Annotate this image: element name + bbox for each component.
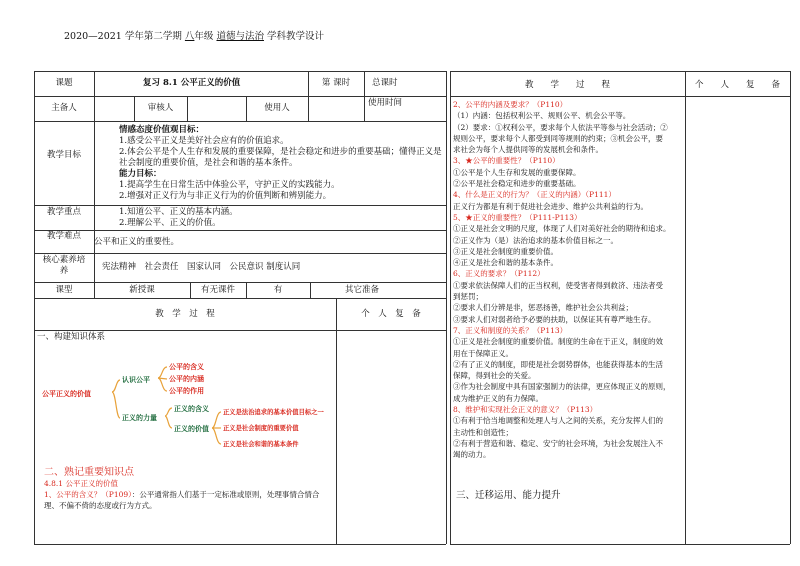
title-subject: 道德与法治 bbox=[216, 31, 264, 42]
goal-heading-ability: 能力目标： bbox=[119, 169, 162, 179]
mindmap-value-item: 正义是社会和谐的基本条件 bbox=[223, 441, 299, 448]
document-title bbox=[64, 31, 324, 42]
use-time-label: 使用时间 bbox=[367, 98, 402, 108]
goal-item: 2.体会公平是个人生存和发展的重要保障，是社会稳定和进步的重要基础；懂得正义是 bbox=[119, 147, 442, 157]
key-point-item: 2.理解公平、正义的价值。 bbox=[119, 218, 221, 228]
mindmap-connector bbox=[212, 428, 221, 444]
goal-item: 社会制度的重要价值，是社会和谐的基本条件。 bbox=[119, 158, 298, 168]
answer-line: 到惩罚； bbox=[453, 292, 483, 302]
user-label: 使用人 bbox=[264, 103, 290, 113]
answer-line: ①公平是个人生存和发展的重要保障。 bbox=[453, 167, 581, 177]
title-year: 2020—2021 学年第二学期 bbox=[64, 31, 182, 42]
mindmap-value-item: 正义是法治追求的基本价值目标之一 bbox=[223, 409, 324, 416]
answer-line: ②公平是社会稳定和进步的重要基础。 bbox=[453, 179, 581, 189]
topic-label: 课题 bbox=[55, 78, 73, 88]
period-label: 第 课时 bbox=[321, 78, 351, 88]
answer-line: ②要求人们分辨是非，惩恶扬善，维护社会公共利益； bbox=[453, 303, 633, 313]
goals-list bbox=[119, 125, 444, 202]
mindmap-connector bbox=[112, 392, 120, 418]
answer-line: 主动性和创造性； bbox=[453, 427, 513, 437]
goal-heading-affect: 情感态度价值观目标： bbox=[119, 125, 205, 135]
key-point-item: 1.知道公平、正义的基本内涵。 bbox=[119, 207, 238, 217]
mindmap-branch-justice: 正义的力量 bbox=[122, 414, 157, 422]
mindmap-item: 公平的作用 bbox=[169, 387, 204, 395]
literacy-value: 宪法精神 社会责任 国家认同 公民意识 制度认同 bbox=[102, 262, 301, 272]
answer-line: ①要求依法保障人们的正当权利，使受害者得到救济、违法者受 bbox=[453, 280, 663, 290]
goals-label: 教学目标 bbox=[46, 150, 81, 160]
question-1 bbox=[44, 490, 334, 511]
question-heading: 5、★正义的重要性？（P111-P113） bbox=[453, 212, 582, 222]
mindmap-root: 公平正义的价值 bbox=[42, 390, 91, 398]
answer-line: 正义行为都是有利于促进社会进步、维护公共利益的行为。 bbox=[453, 201, 648, 211]
answer-line: 求社会为每个人提供同等的发展机会和条件。 bbox=[453, 145, 603, 155]
question-heading: 3、★公平的重要性？（P110） bbox=[453, 156, 560, 166]
answer-line: ①正义是社会文明的尺度，体现了人们对美好社会的期待和追求。 bbox=[453, 224, 671, 234]
answer-line: ③要求人们对弱者给予必要的扶助，以保证其有尊严地生存。 bbox=[453, 314, 656, 324]
mindmap-connector bbox=[158, 367, 167, 378]
reviewer-label: 审核人 bbox=[147, 103, 174, 113]
right-process-label: 教 学 过 程 bbox=[524, 80, 610, 90]
goal-item: 1.感受公平正义是美好社会应有的价值追求。 bbox=[119, 136, 289, 146]
goal-item: 2.增强对正义行为与非正义行为的价值判断和辨别能力。 bbox=[119, 191, 332, 201]
question-1-text-cont: 理、不偏不倚的态度或行为方式。 bbox=[44, 500, 157, 510]
other-prep-label: 其它准备 bbox=[345, 285, 380, 295]
mindmap-item: 正义的含义 bbox=[174, 405, 209, 413]
subsection-heading: 4.8.1 公平正义的价值 bbox=[44, 479, 118, 488]
mindmap-connector bbox=[158, 378, 167, 391]
question-heading: 8、维护和实现社会正义的意义？（P113） bbox=[453, 405, 598, 415]
mindmap-connector bbox=[112, 380, 120, 392]
difficulty-label: 教学难点 bbox=[46, 231, 81, 241]
literacy-label: 核心素养培养 bbox=[42, 255, 86, 276]
section-transfer-application: 三、迁移运用、能力提升 bbox=[456, 490, 561, 501]
question-1-text: ：公平通常指人们基于一定标准或原则，处理事情合情合 bbox=[131, 490, 320, 499]
answer-line: ③正义是社会制度的重要价值。 bbox=[453, 246, 558, 256]
question-1-prefix: 1、公平的含义？（P109） bbox=[44, 490, 132, 499]
mindmap-connector bbox=[165, 408, 172, 416]
right-review-label: 个 人 复 备 bbox=[694, 80, 780, 90]
answer-line: （1）内涵：包括权利公平、规则公平、机会公平等。 bbox=[453, 111, 631, 121]
mindmap-item: 正义的价值 bbox=[174, 425, 209, 433]
answer-line: 成为维护正义的有力保障。 bbox=[453, 393, 543, 403]
key-points-list bbox=[119, 207, 238, 229]
section-knowledge-system: 一、构建知识体系 bbox=[37, 332, 106, 342]
lead-preparer-label: 主备人 bbox=[51, 103, 77, 113]
lesson-type-value: 新授课 bbox=[129, 285, 155, 295]
answer-line: 竭的动力。 bbox=[453, 450, 491, 460]
answer-line: ②有利于营造和谐、稳定、安宁的社会环境，为社会发展注入不 bbox=[453, 438, 663, 448]
lesson-type-label: 课型 bbox=[55, 285, 73, 295]
courseware-value: 有 bbox=[273, 285, 283, 295]
topic-value: 复习 8.1 公平正义的价值 bbox=[143, 78, 241, 88]
answer-line: 规则公平，要求每个人都受到同等规则的约束；③机会公平，要 bbox=[453, 133, 663, 143]
question-heading: 6、正义的要求？（P112） bbox=[453, 269, 545, 279]
answer-line: ①有利于恰当地调整和处理人与人之间的关系，充分发挥人们的 bbox=[453, 416, 663, 426]
question-heading: 7、正义和制度的关系？（P113） bbox=[453, 325, 568, 335]
mindmap-connector bbox=[165, 416, 172, 428]
answer-line: ③作为社会制度中具有国家强制力的法律，更应体现正义的原则， bbox=[453, 382, 671, 392]
answer-line: ②正义作为（是）法治追求的基本价值目标之一。 bbox=[453, 235, 618, 245]
title-grade-suffix: 年级 bbox=[194, 31, 214, 42]
title-subject-suffix: 学科教学设计 bbox=[267, 31, 325, 42]
section-key-points: 二、熟记重要知识点 bbox=[44, 467, 134, 478]
answer-line: 保障，得到社会的关爱。 bbox=[453, 371, 536, 381]
question-heading: 4、什么是正义的行为？（正义的内涵）（P111） bbox=[453, 190, 616, 200]
answer-line: ①正义是社会制度的重要价值。制度的生命在于正义，制度的效 bbox=[453, 337, 663, 347]
question-heading: 2、公平的内涵及要求？（P110） bbox=[453, 100, 568, 109]
difficulty-value: 公平和正义的重要性。 bbox=[94, 237, 180, 247]
key-points-label: 教学重点 bbox=[46, 207, 81, 217]
right-content bbox=[453, 99, 684, 461]
courseware-label: 有无课件 bbox=[200, 285, 235, 295]
total-period-label: 总课时 bbox=[372, 78, 398, 88]
mindmap-connector bbox=[212, 412, 221, 428]
knowledge-mindmap bbox=[40, 352, 336, 460]
mindmap-value-item: 正义是社会制度的重要价值 bbox=[223, 425, 299, 432]
mindmap-item: 公平的内涵 bbox=[169, 375, 204, 383]
answer-line: 用在于保障正义。 bbox=[453, 348, 513, 358]
mindmap-item: 公平的含义 bbox=[169, 363, 204, 371]
left-review-label: 个 人 复 备 bbox=[361, 309, 421, 319]
answer-line: ④正义是社会和谐的基本条件。 bbox=[453, 258, 558, 268]
answer-line: （2）要求：①权利公平，要求每个人依法平等参与社会活动；② bbox=[453, 122, 668, 132]
title-grade: 八 bbox=[184, 31, 195, 42]
goal-item: 1.提高学生在日常生活中体验公平，守护正义的实践能力。 bbox=[119, 180, 340, 190]
left-process-label: 教 学 过 程 bbox=[155, 309, 215, 319]
mindmap-branch-fairness: 认识公平 bbox=[122, 376, 150, 384]
answer-line: ②有了正义的制度，即使是社会弱势群体，也能获得基本的生活 bbox=[453, 359, 663, 369]
